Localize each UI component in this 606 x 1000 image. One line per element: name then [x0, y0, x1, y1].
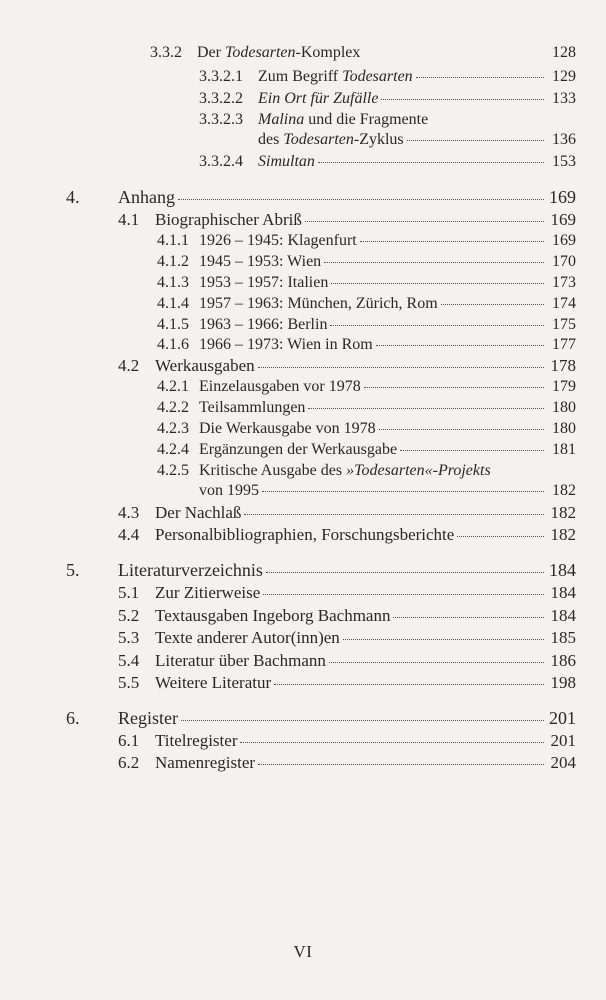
dot-leader [441, 304, 544, 305]
toc-entry [157, 462, 576, 480]
toc-title: Kritische Ausgabe des »Todesarten«-Projekts [199, 462, 491, 479]
dot-leader [244, 514, 544, 515]
toc-title: Der Todesarten-Komplex [197, 44, 361, 61]
toc-entry [199, 68, 576, 86]
toc-entry-continuation [258, 131, 576, 149]
toc-title: 1945 – 1953: Wien [199, 253, 322, 270]
toc-page-number: 175 [552, 316, 576, 333]
toc-entry-continuation [199, 482, 576, 500]
dot-leader [360, 241, 544, 242]
toc-title: Malina und die Fragmente [258, 111, 429, 128]
toc-entry [118, 753, 576, 773]
toc-title: Literaturverzeichnis [118, 560, 263, 580]
toc-entry [157, 253, 576, 271]
toc-entry [157, 378, 576, 396]
toc-entry [157, 274, 576, 292]
dot-leader [393, 617, 544, 618]
toc-number: 5.3 [118, 628, 140, 647]
page-number-folio: VI [293, 942, 313, 961]
toc-entry [157, 399, 576, 417]
dot-leader [343, 639, 544, 640]
toc-number: 4.2.4 [157, 441, 189, 458]
toc-title: Literatur über Bachmann [155, 651, 326, 670]
toc-number: 4.1.5 [157, 316, 189, 333]
toc-number: 5. [66, 560, 80, 580]
toc-page-number: 170 [552, 253, 576, 270]
toc-entry [157, 336, 576, 354]
toc-page-number: 182 [550, 503, 576, 522]
toc-title: Simultan [258, 153, 315, 170]
toc-title: 1953 – 1957: Italien [199, 274, 329, 291]
toc-entry [157, 316, 576, 334]
toc-number: 6.2 [118, 753, 140, 772]
toc-number: 4.1.4 [157, 295, 189, 312]
dot-leader [318, 162, 544, 163]
toc-page-number: 179 [552, 378, 576, 395]
toc-title: 1957 – 1963: München, Zürich, Rom [199, 295, 438, 312]
toc-page-number: 201 [550, 731, 576, 750]
toc-title: Weitere Literatur [155, 673, 272, 692]
dot-leader [324, 262, 544, 263]
toc-entry [118, 731, 576, 751]
toc-page-number: 181 [552, 441, 576, 458]
toc-number: 5.1 [118, 583, 140, 602]
toc-number: 4.2.1 [157, 378, 189, 395]
toc-entry [199, 90, 576, 108]
toc-entry [118, 356, 576, 376]
toc-entry [157, 441, 576, 459]
toc-page-number: 169 [552, 232, 576, 249]
toc-entry [118, 673, 576, 693]
dot-leader [381, 99, 544, 100]
toc-page-number: 178 [550, 356, 576, 375]
toc-number: 4.1 [118, 210, 140, 229]
toc-entry [199, 111, 576, 129]
toc-number: 4.2.3 [157, 420, 189, 437]
toc-entry [157, 232, 576, 250]
dot-leader [364, 387, 544, 388]
toc-number: 5.4 [118, 651, 140, 670]
toc-title: Titelregister [155, 731, 238, 750]
toc-page-number: 174 [552, 295, 576, 312]
dot-leader [308, 408, 544, 409]
toc-page-number: 184 [550, 606, 576, 625]
toc-title: Teilsammlungen [199, 399, 306, 416]
dot-leader [331, 283, 544, 284]
toc-page-number: 133 [552, 90, 576, 107]
toc-chapter [66, 187, 576, 208]
toc-title: Ein Ort für Zufälle [258, 90, 379, 107]
toc-page-number: 182 [552, 482, 576, 499]
toc-entry [118, 606, 576, 626]
toc-page-number: 186 [550, 651, 576, 670]
toc-page-number: 128 [552, 44, 576, 61]
toc-page-number: 184 [550, 583, 576, 602]
toc-page-number: 169 [549, 187, 576, 207]
dot-leader [329, 662, 544, 663]
toc-number: 6.1 [118, 731, 140, 750]
dot-leader [258, 764, 544, 765]
toc-page-number: 201 [549, 708, 576, 728]
dot-leader [258, 367, 544, 368]
dot-leader [376, 345, 544, 346]
toc-chapter [66, 708, 576, 729]
toc-number: 4.1.2 [157, 253, 189, 270]
toc-title: des Todesarten-Zyklus [258, 131, 404, 148]
toc-page-number: 173 [552, 274, 576, 291]
toc-entry [118, 525, 576, 545]
toc-title: Zum Begriff Todesarten [258, 68, 413, 85]
toc-number: 5.2 [118, 606, 140, 625]
toc-page-number: 153 [552, 153, 576, 170]
toc-title: 1963 – 1966: Berlin [199, 316, 328, 333]
toc-title: Texte anderer Autor(inn)en [155, 628, 340, 647]
dot-leader [266, 572, 544, 573]
toc-page-number: 129 [552, 68, 576, 85]
toc-title: Einzelausgaben vor 1978 [199, 378, 361, 395]
toc-title: Ergänzungen der Werkausgabe [199, 441, 398, 458]
toc-entry [118, 503, 576, 523]
toc-entry [118, 583, 576, 603]
toc-number: 4.4 [118, 525, 140, 544]
toc-entry [199, 153, 576, 171]
dot-leader [457, 536, 544, 537]
dot-leader [400, 450, 544, 451]
toc-title: Anhang [118, 187, 175, 207]
toc-number: 5.5 [118, 673, 140, 692]
toc-page-number: 198 [550, 673, 576, 692]
toc-title: Werkausgaben [155, 356, 255, 375]
toc-title: Personalbibliographien, Forschungsberichte [155, 525, 455, 544]
toc-entry [157, 420, 576, 438]
dot-leader [178, 199, 544, 200]
toc-page-number: 184 [549, 560, 576, 580]
toc-entry [118, 210, 576, 230]
toc-title: Namenregister [155, 753, 256, 772]
toc-title: Biographischer Abriß [155, 210, 302, 229]
toc-number: 4.1.3 [157, 274, 189, 291]
toc-page-number: 136 [552, 131, 576, 148]
toc-title: Der Nachlaß [155, 503, 242, 522]
toc-page-number: 177 [552, 336, 576, 353]
toc-number: 4. [66, 187, 80, 207]
toc-entry [118, 628, 576, 648]
toc-number: 3.3.2.2 [199, 90, 243, 107]
toc-number: 6. [66, 708, 80, 728]
toc-chapter [66, 560, 576, 581]
toc-number: 3.3.2.3 [199, 111, 243, 128]
dot-leader [407, 140, 544, 141]
toc-entry [150, 44, 576, 62]
toc-number: 4.1.6 [157, 336, 189, 353]
toc-number: 3.3.2 [150, 44, 182, 61]
toc-title: Register [118, 708, 178, 728]
toc-page-number: 180 [552, 420, 576, 437]
toc-title: Textausgaben Ingeborg Bachmann [155, 606, 391, 625]
dot-leader [263, 594, 544, 595]
dot-leader [181, 720, 544, 721]
dot-leader [240, 742, 544, 743]
toc-number: 4.2 [118, 356, 140, 375]
toc-page-number: 169 [550, 210, 576, 229]
dot-leader [379, 429, 544, 430]
dot-leader [262, 491, 544, 492]
toc-page-number: 182 [550, 525, 576, 544]
toc-number: 4.2.5 [157, 462, 189, 479]
toc-page-number: 204 [550, 753, 576, 772]
dot-leader [416, 77, 544, 78]
toc-number: 4.3 [118, 503, 140, 522]
toc-title: 1926 – 1945: Klagenfurt [199, 232, 357, 249]
dot-leader [305, 221, 544, 222]
toc-title: Zur Zitierweise [155, 583, 261, 602]
toc-page-number: 185 [550, 628, 576, 647]
dot-leader [274, 684, 544, 685]
toc-number: 3.3.2.4 [199, 153, 243, 170]
toc-page-number: 180 [552, 399, 576, 416]
dot-leader [330, 325, 544, 326]
toc-entry [118, 651, 576, 671]
toc-title: 1966 – 1973: Wien in Rom [199, 336, 373, 353]
toc-title: Die Werkausgabe von 1978 [199, 420, 376, 437]
toc-entry [157, 295, 576, 313]
toc-number: 3.3.2.1 [199, 68, 243, 85]
toc-number: 4.2.2 [157, 399, 189, 416]
toc-number: 4.1.1 [157, 232, 189, 249]
toc-title: von 1995 [199, 482, 259, 499]
